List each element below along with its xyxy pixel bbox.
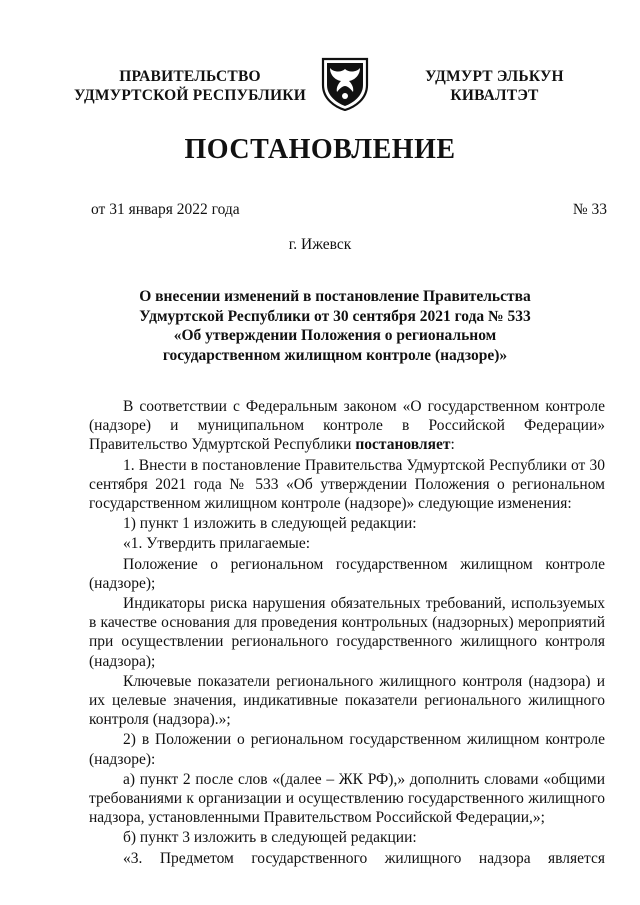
document-type: ПОСТАНОВЛЕНИЕ bbox=[184, 134, 456, 165]
subclause-1: 1) пункт 1 изложить в следующей редакции: bbox=[123, 515, 417, 533]
udmurt-emblem-icon bbox=[319, 55, 371, 111]
preamble-text: В соответствии с Федеральным законом «О государственном контроле (надзоре) и муниципальном контроле в Российской Федерации» Правительство Удмуртской Республики bbox=[89, 398, 605, 454]
issuer-udmurt-line-2: КИВАЛТЭТ bbox=[450, 87, 539, 104]
approved-risk-indicators: Индикаторы риска нарушения обязательных требований, используемых в качестве основания для проведения контрольных (надзорных) мероприятий при осуществлении регионального государственного жилищного контроля (надзора); bbox=[89, 595, 605, 670]
approved-regulation: Положение о региональном государственном жилищном контроле (надзоре); bbox=[89, 555, 605, 592]
document-body bbox=[89, 397, 605, 868]
document-number: № 33 bbox=[572, 201, 607, 218]
subclause-2b: б) пункт 3 изложить в следующей редакции: bbox=[123, 829, 417, 847]
quote-item-3: «3. Предметом государственного жилищного надзора является bbox=[123, 849, 605, 867]
document-title bbox=[90, 287, 580, 365]
quote-item-1: «1. Утвердить прилагаемые: bbox=[123, 535, 311, 553]
preamble-paragraph bbox=[89, 397, 605, 455]
issuer-name-russian bbox=[70, 67, 310, 105]
document-date: от 31 января 2022 года bbox=[91, 201, 240, 218]
issuer-line-2: УДМУРТСКОЙ РЕСПУБЛИКИ bbox=[74, 87, 306, 104]
title-line-2: Удмуртской Республики от 30 сентября 2021 года № 533 bbox=[139, 307, 531, 325]
title-line-3: «Об утверждении Положения о региональном bbox=[173, 327, 497, 344]
subclause-2a: а) пункт 2 после слов «(далее – ЖК РФ),» дополнить словами «общими требованиями к организации и осуществлению государственного жилищного надзора, установленными Правительством Российской Федерации,»; bbox=[89, 770, 605, 827]
clause-1: 1. Внести в постановление Правительства Удмуртской Республики от 30 сентября 2021 года № 533 «Об утверждении Положения о региональном государственном жилищном контроле (надзоре)» следующие изменения: bbox=[89, 456, 605, 513]
approved-key-indicators: Ключевые показатели регионального жилищного контроля (надзора) и их целевые значения, индикативные показатели регионального жилищного контроля (надзора).»; bbox=[89, 672, 605, 729]
issuer-name-udmurt bbox=[382, 67, 607, 105]
issuer-udmurt-line-1: УДМУРТ ЭЛЬКУН bbox=[425, 68, 564, 85]
resolves-word: постановляет bbox=[355, 436, 451, 454]
subclause-2: 2) в Положении о региональном государственном жилищном контроле (надзоре): bbox=[89, 731, 605, 768]
title-line-4: государственном жилищном контроле (надзоре)» bbox=[162, 346, 508, 364]
issuer-line-1: ПРАВИТЕЛЬСТВО bbox=[119, 68, 261, 85]
title-line-1: О внесении изменений в постановление Правительства bbox=[139, 288, 531, 305]
preamble-end: : bbox=[450, 436, 455, 454]
document-city: г. Ижевск bbox=[288, 236, 352, 253]
